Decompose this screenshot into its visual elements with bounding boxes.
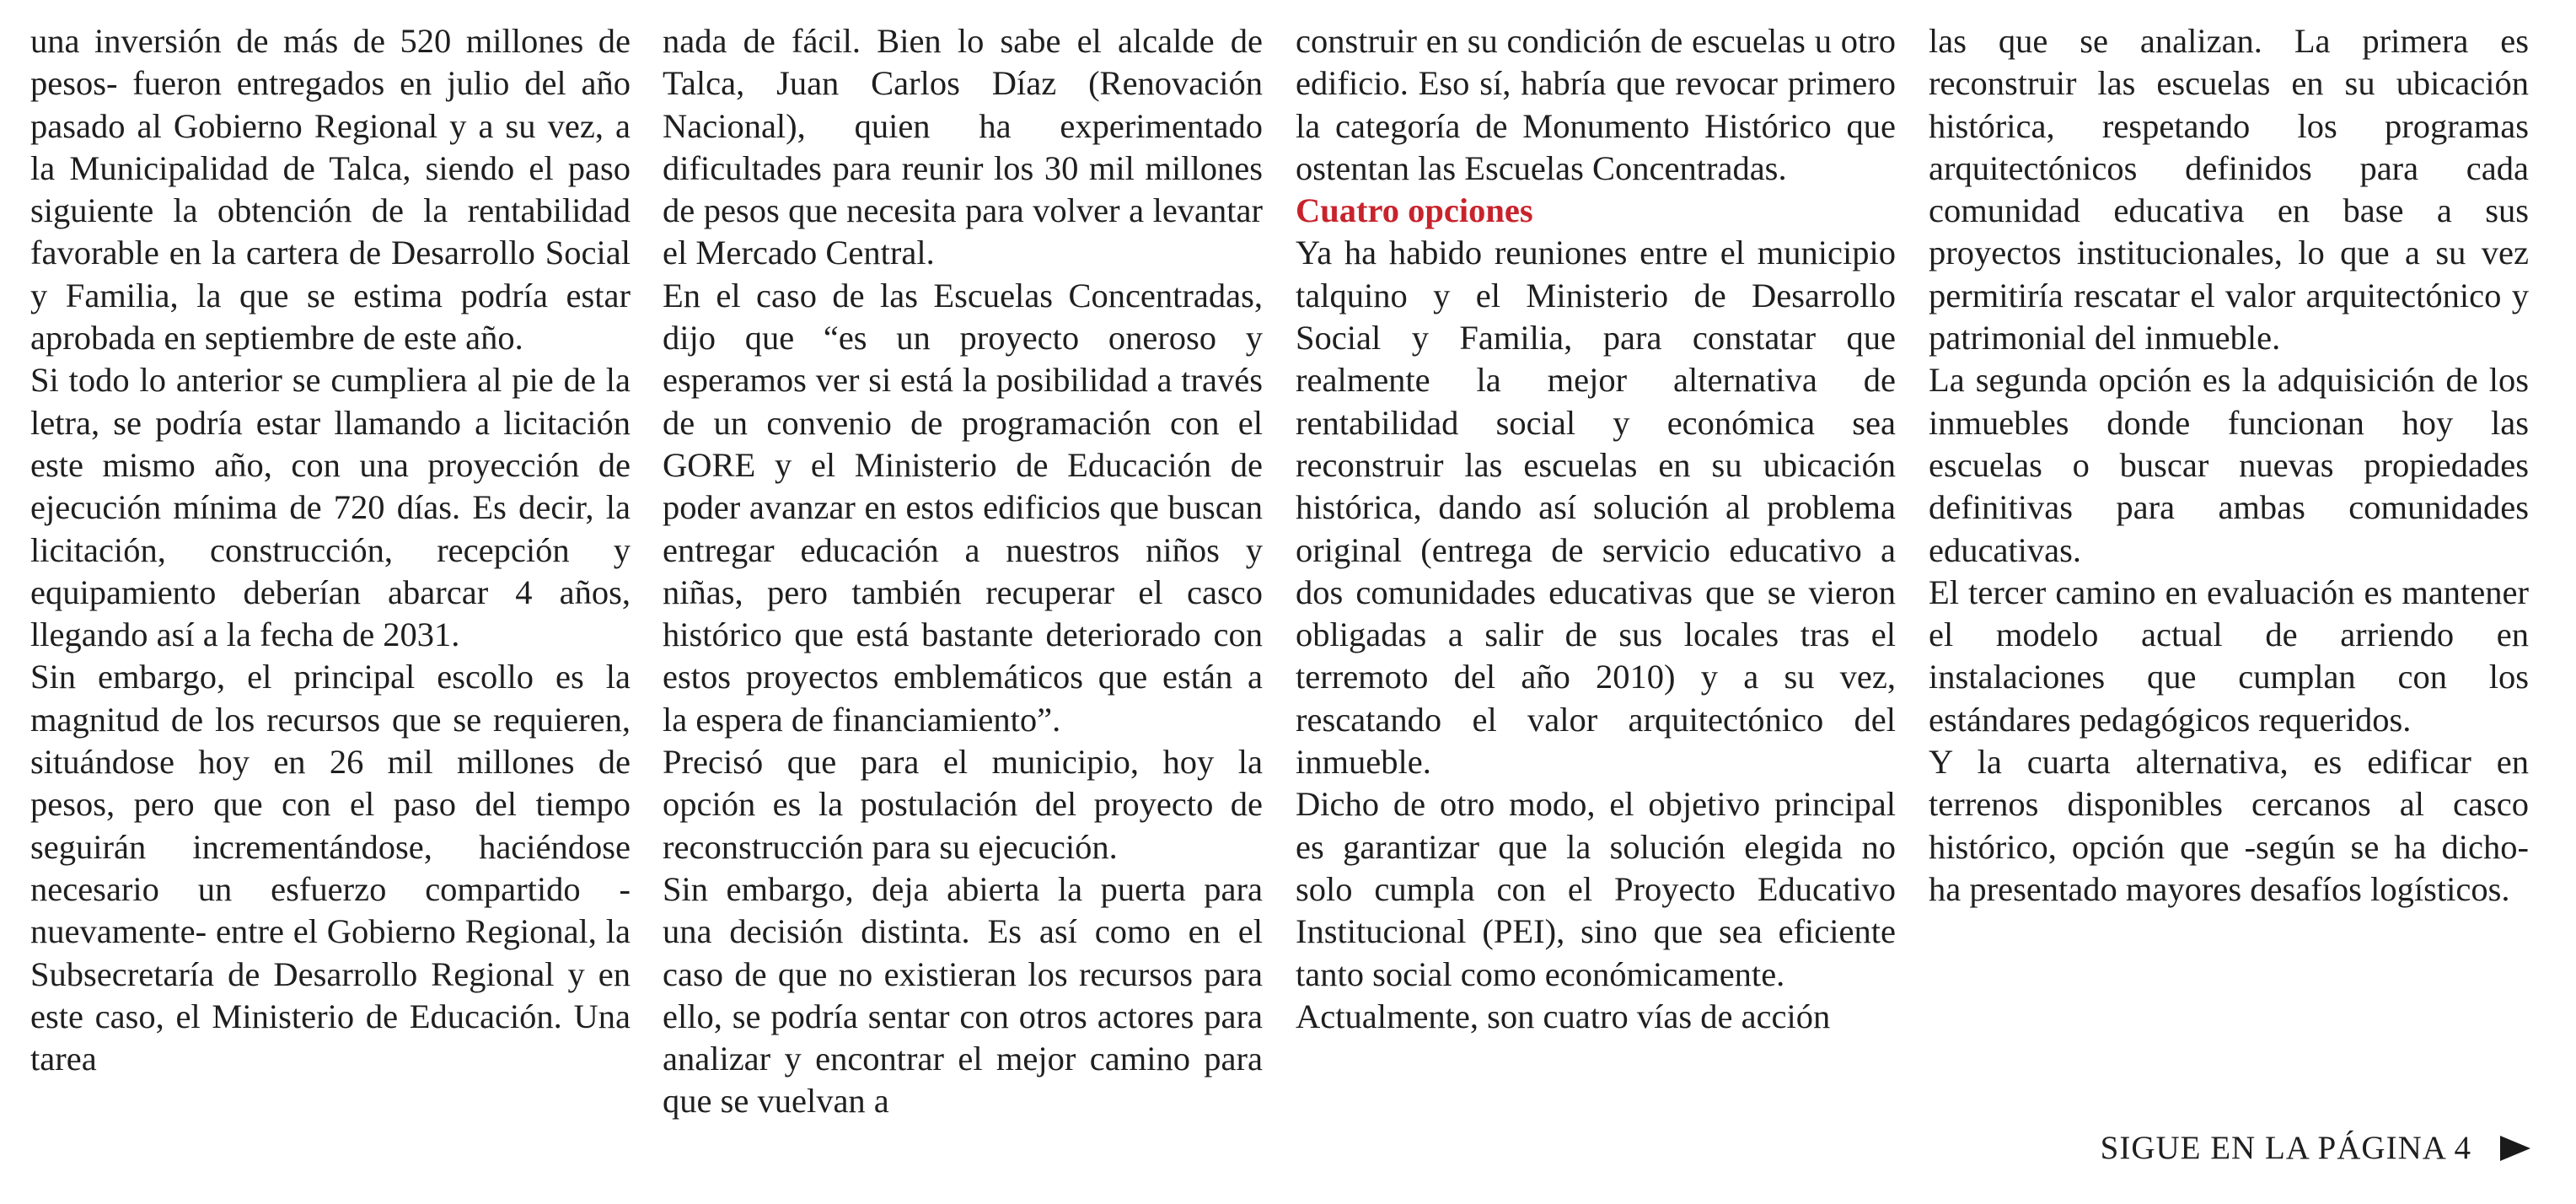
paragraph: Y la cuarta alternativa, es edificar en terrenos disponibles cercanos al casco histórico, opción que -según se ha dicho- ha presentado mayores desafíos logísticos. — [1929, 743, 2529, 908]
paragraph: La segunda opción es la adquisición de los inmuebles donde funcionan hoy las escuelas o buscar nuevas propiedades definitivas para ambas comunidades educativas. — [1929, 361, 2529, 569]
paragraph: Ya ha habido reuniones entre el municipio talquino y el Ministerio de Desarrollo Social y Familia, para constatar que realmente la mejor alternativa de rentabilidad social y económica sea reconstruir las escuelas en su ubicación histórica, dando así solución al problema original (entrega de servicio educativo a dos comunidades educativas que se vieron obligadas a salir de sus locales tras el terremoto del año 2010) y a su vez, rescatando el valor arquitectónico del inmueble. — [1296, 234, 1896, 782]
paragraph: nada de fácil. Bien lo sabe el alcalde de Talca, Juan Carlos Díaz (Renovación Nacional), quien ha experimentado dificultades para reunir los 30 mil millones de pesos que necesita para volver a levantar el Mercado Central. — [663, 22, 1263, 272]
article-column-3 — [1296, 20, 1896, 1192]
section-subheading: Cuatro opciones — [1296, 191, 1533, 230]
paragraph: Precisó que para el municipio, hoy la opción es la postulación del proyecto de reconstrucción para su ejecución. — [663, 743, 1263, 866]
paragraph: El tercer camino en evaluación es mantener el modelo actual de arriendo en instalaciones que cumplan con los estándares pedagógicos requeridos. — [1929, 572, 2529, 739]
paragraph: Actualmente, son cuatro vías de acción — [1296, 997, 1831, 1035]
paragraph: construir en su condición de escuelas u otro edificio. Eso sí, habría que revocar primero la categoría de Monumento Histórico que ostentan las Escuelas Concentradas. — [1296, 22, 1896, 187]
paragraph: una inversión de más de 520 millones de pesos- fueron entregados en julio del año pasado al Gobierno Regional y a su vez, a la Municipalidad de Talca, siendo el paso siguiente la obtención de la rentabilidad favorable en la cartera de Desarrollo Social y Familia, la que se estima podría estar aprobada en septiembre de este año. — [30, 22, 631, 357]
paragraph: Si todo lo anterior se cumpliera al pie de la letra, se podría estar llamando a licitación este mismo año, con una proyección de ejecución mínima de 720 días. Es decir, la licitación, construcción, recepción y equipamiento deberían abarcar 4 años, llegando así a la fecha de 2031. — [30, 361, 631, 654]
article-column-1 — [30, 20, 631, 1192]
paragraph: Dicho de otro modo, el objetivo principal es garantizar que la solución elegida no solo cumpla con el Proyecto Educativo Institucional (PEI), sino que sea eficiente tanto social como económicamente. — [1296, 785, 1896, 993]
paragraph: Sin embargo, el principal escollo es la magnitud de los recursos que se requieren, situándose hoy en 26 mil millones de pesos, pero que con el paso del tiempo seguirán incrementándose, haciéndose necesario un esfuerzo compartido -nuevamente- entre el Gobierno Regional, la Subsecretaría de Desarrollo Regional y en este caso, el Ministerio de Educación. Una tarea — [30, 658, 631, 1078]
continue-label: SIGUE EN LA PÁGINA 4 — [2100, 1130, 2471, 1166]
article-column-4 — [1929, 20, 2529, 1192]
paragraph: En el caso de las Escuelas Concentradas, dijo que “es un proyecto oneroso y esperamos ver si está la posibilidad a través de un convenio de programación con el GORE y el Ministerio de Educación de poder avanzar en estos edificios que buscan entregar educación a nuestros niños y niñas, pero también recuperar el casco histórico que está bastante deteriorado con estos proyectos emblemáticos que están a la espera de financiamiento”. — [663, 276, 1263, 739]
article-column-2 — [663, 20, 1263, 1192]
right-triangle-arrow-icon — [2500, 1136, 2530, 1161]
paragraph: Sin embargo, deja abierta la puerta para una decisión distinta. Es así como en el caso de que no existieran los recursos para ello, se podría sentar con otros actores para analizar y encontrar el mejor camino para que se vuelvan a — [663, 869, 1263, 1121]
continue-on-page-link[interactable] — [2101, 1127, 2530, 1169]
paragraph: las que se analizan. La primera es reconstruir las escuelas en su ubicación histórica, respetando los programas arquitectónicos definidos para cada comunidad educativa en base a sus proyectos institucionales, lo que a su vez permitiría rescatar el valor arquitectónico y patrimonial del inmueble. — [1929, 22, 2529, 357]
